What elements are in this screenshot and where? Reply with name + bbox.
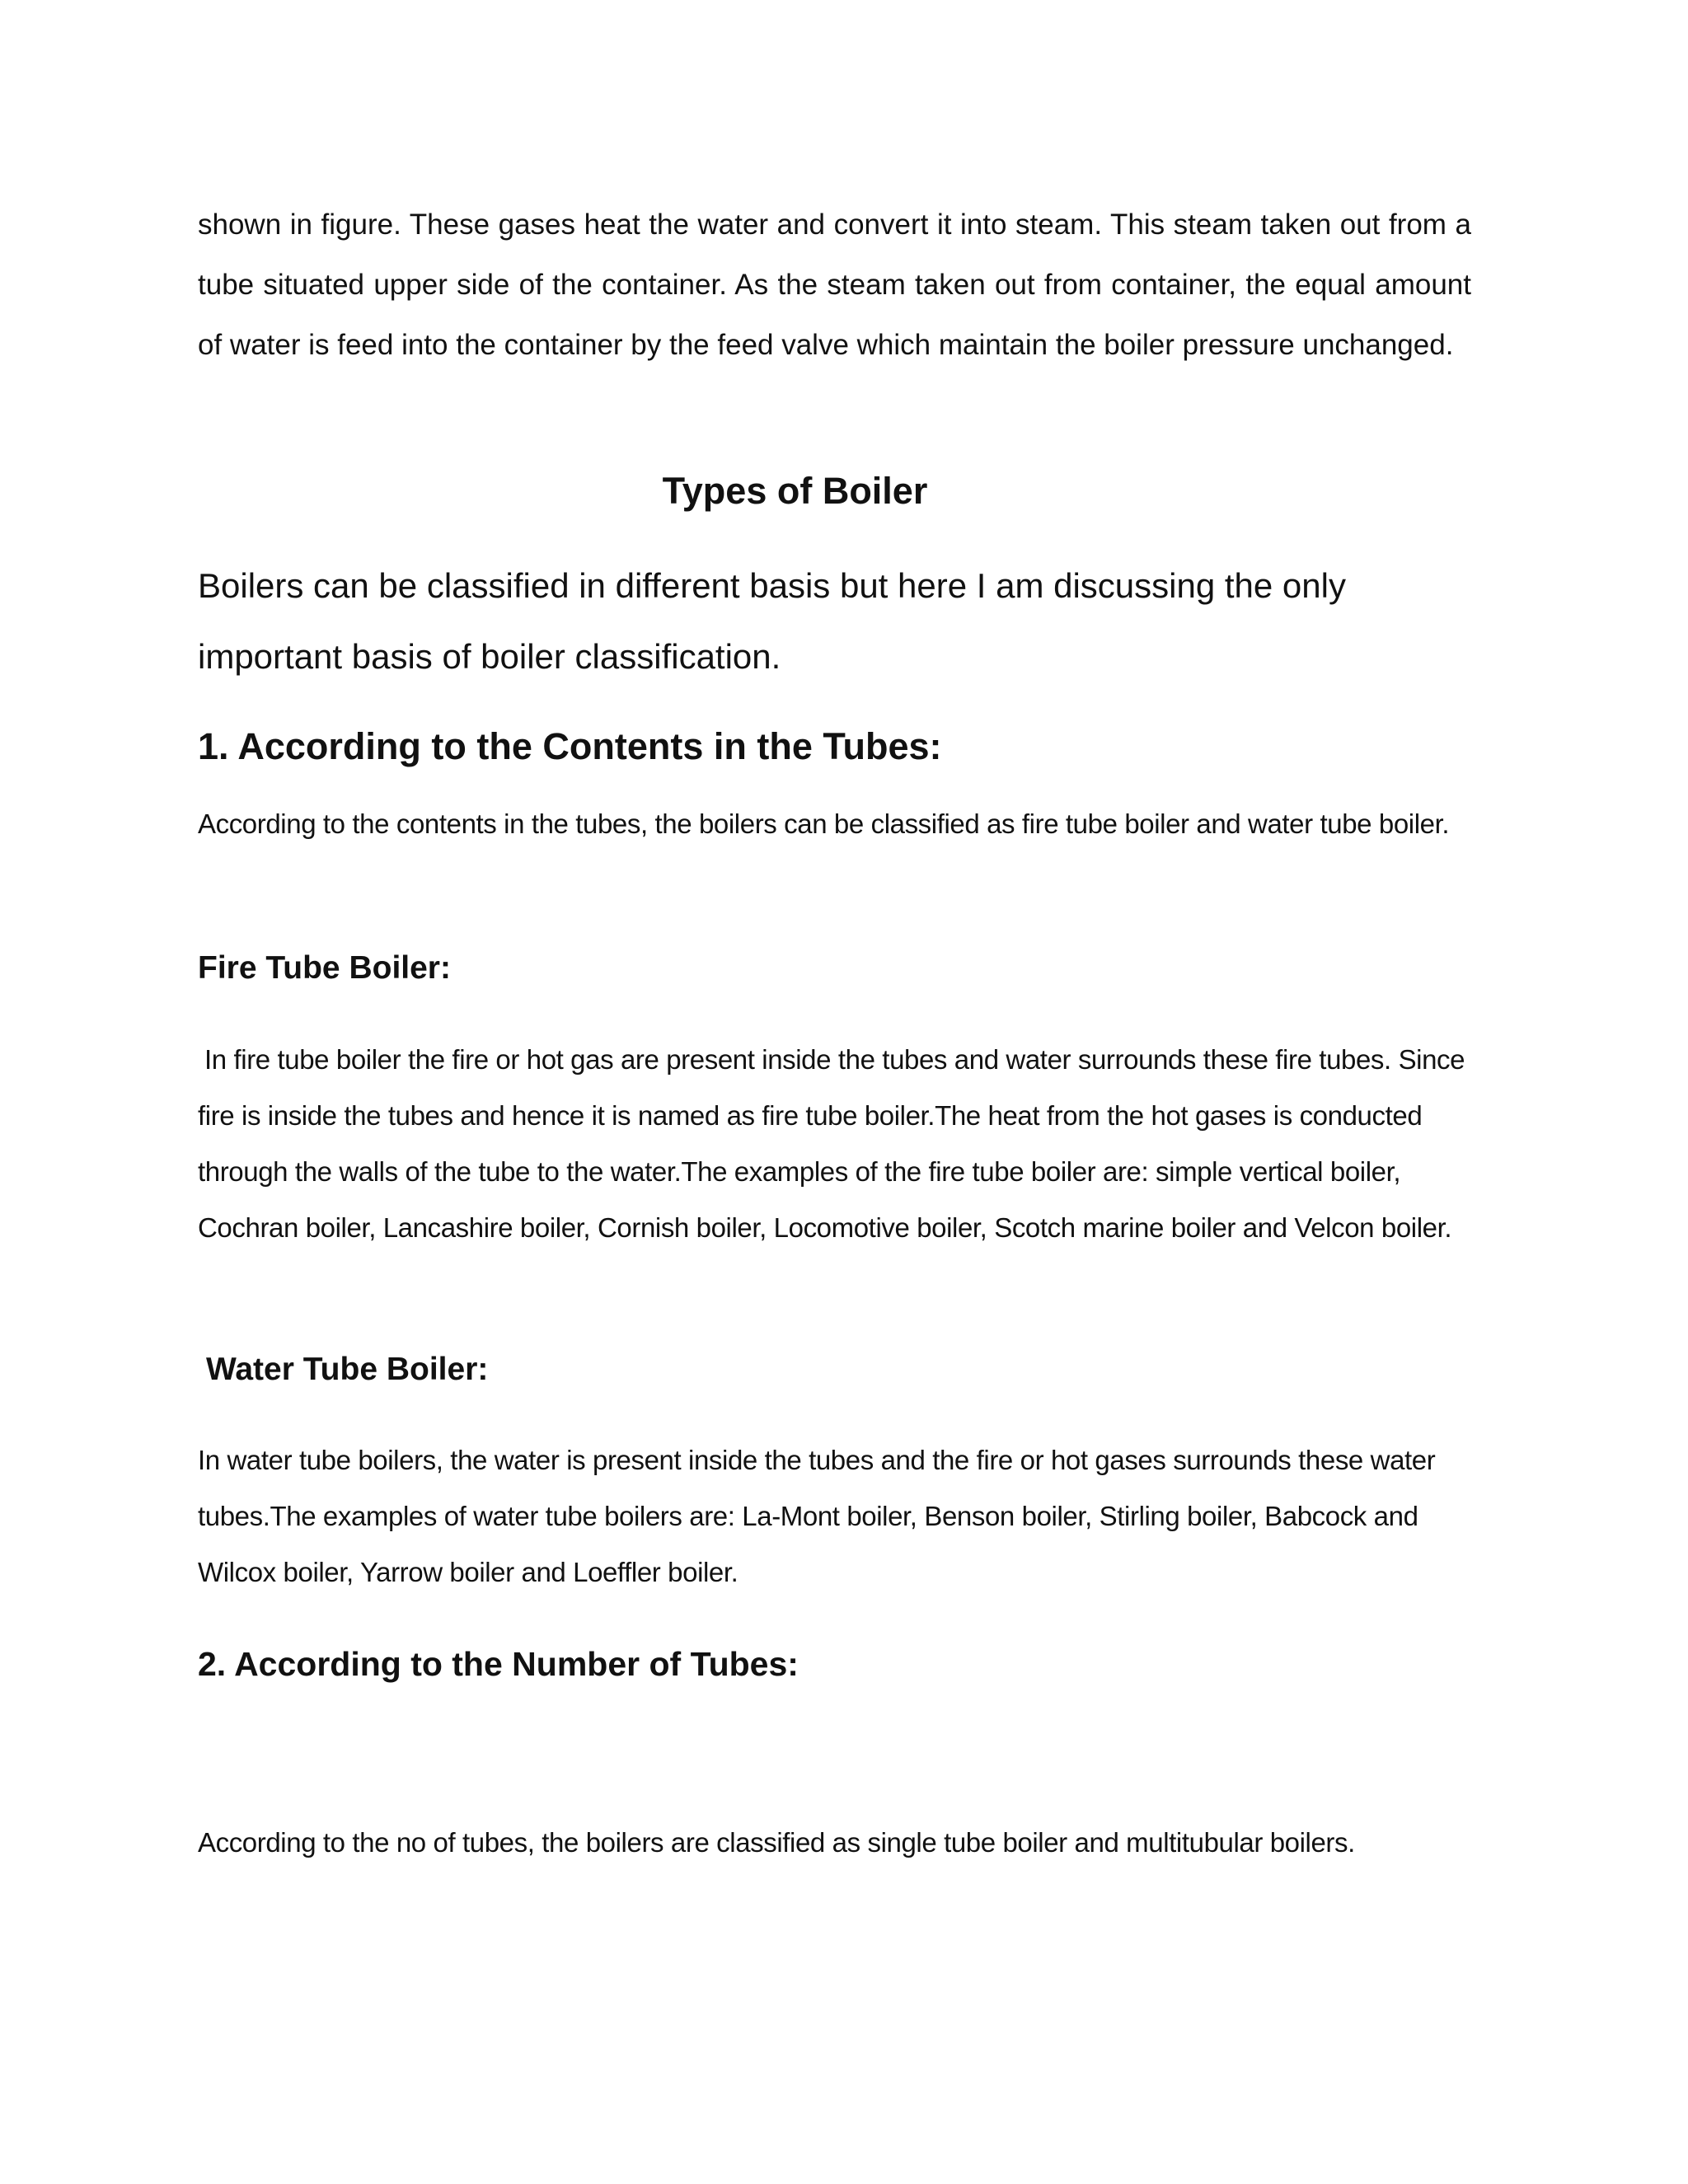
fire-tube-heading: Fire Tube Boiler: bbox=[198, 950, 451, 986]
water-tube-paragraph: In water tube boilers, the water is present inside the tubes and the fire or hot gases surrounds these water tubes.The examples of water tube boilers are: La-Mont boiler, Benson boiler, Stirling boiler, Babcock and Wilcox boiler, Yarrow boiler and Loeffler boiler. bbox=[198, 1445, 1436, 1587]
section-2-heading: 2. According to the Number of Tubes: bbox=[198, 1645, 799, 1683]
section-1-paragraph: According to the contents in the tubes, the boilers can be classified as fire tube boiler and water tube boiler. bbox=[198, 808, 1450, 839]
water-tube-heading: Water Tube Boiler: bbox=[206, 1352, 489, 1387]
section-2-paragraph: According to the no of tubes, the boilers are classified as single tube boiler and multitubular boilers. bbox=[198, 1827, 1355, 1858]
intro-paragraph: shown in figure. These gases heat the water and convert it into steam. This steam taken out from a tube situated upper side of the container. As the steam taken out from container, the equal amount of water is feed into the container by the feed valve which maintain the boiler pressure unchanged. bbox=[198, 209, 1471, 361]
lead-paragraph: Boilers can be classified in different basis but here I am discussing the only important basis of boiler classification. bbox=[198, 566, 1346, 676]
fire-tube-paragraph: In fire tube boiler the fire or hot gas are present inside the tubes and water surrounds these fire tubes. Since fire is inside the tubes and hence it is named as fire tube boiler.The heat from the hot gases is conducted through the walls of the tube to the water.The examples of the fire tube boiler are: simple vertical boiler, Cochran boiler, Lancashire boiler, Cornish boiler, Locomotive boiler, Scotch marine boiler and Velcon boiler. bbox=[198, 1044, 1465, 1243]
section-1-heading: 1. According to the Contents in the Tubes: bbox=[198, 725, 942, 767]
page-title: Types of Boiler bbox=[662, 470, 928, 512]
